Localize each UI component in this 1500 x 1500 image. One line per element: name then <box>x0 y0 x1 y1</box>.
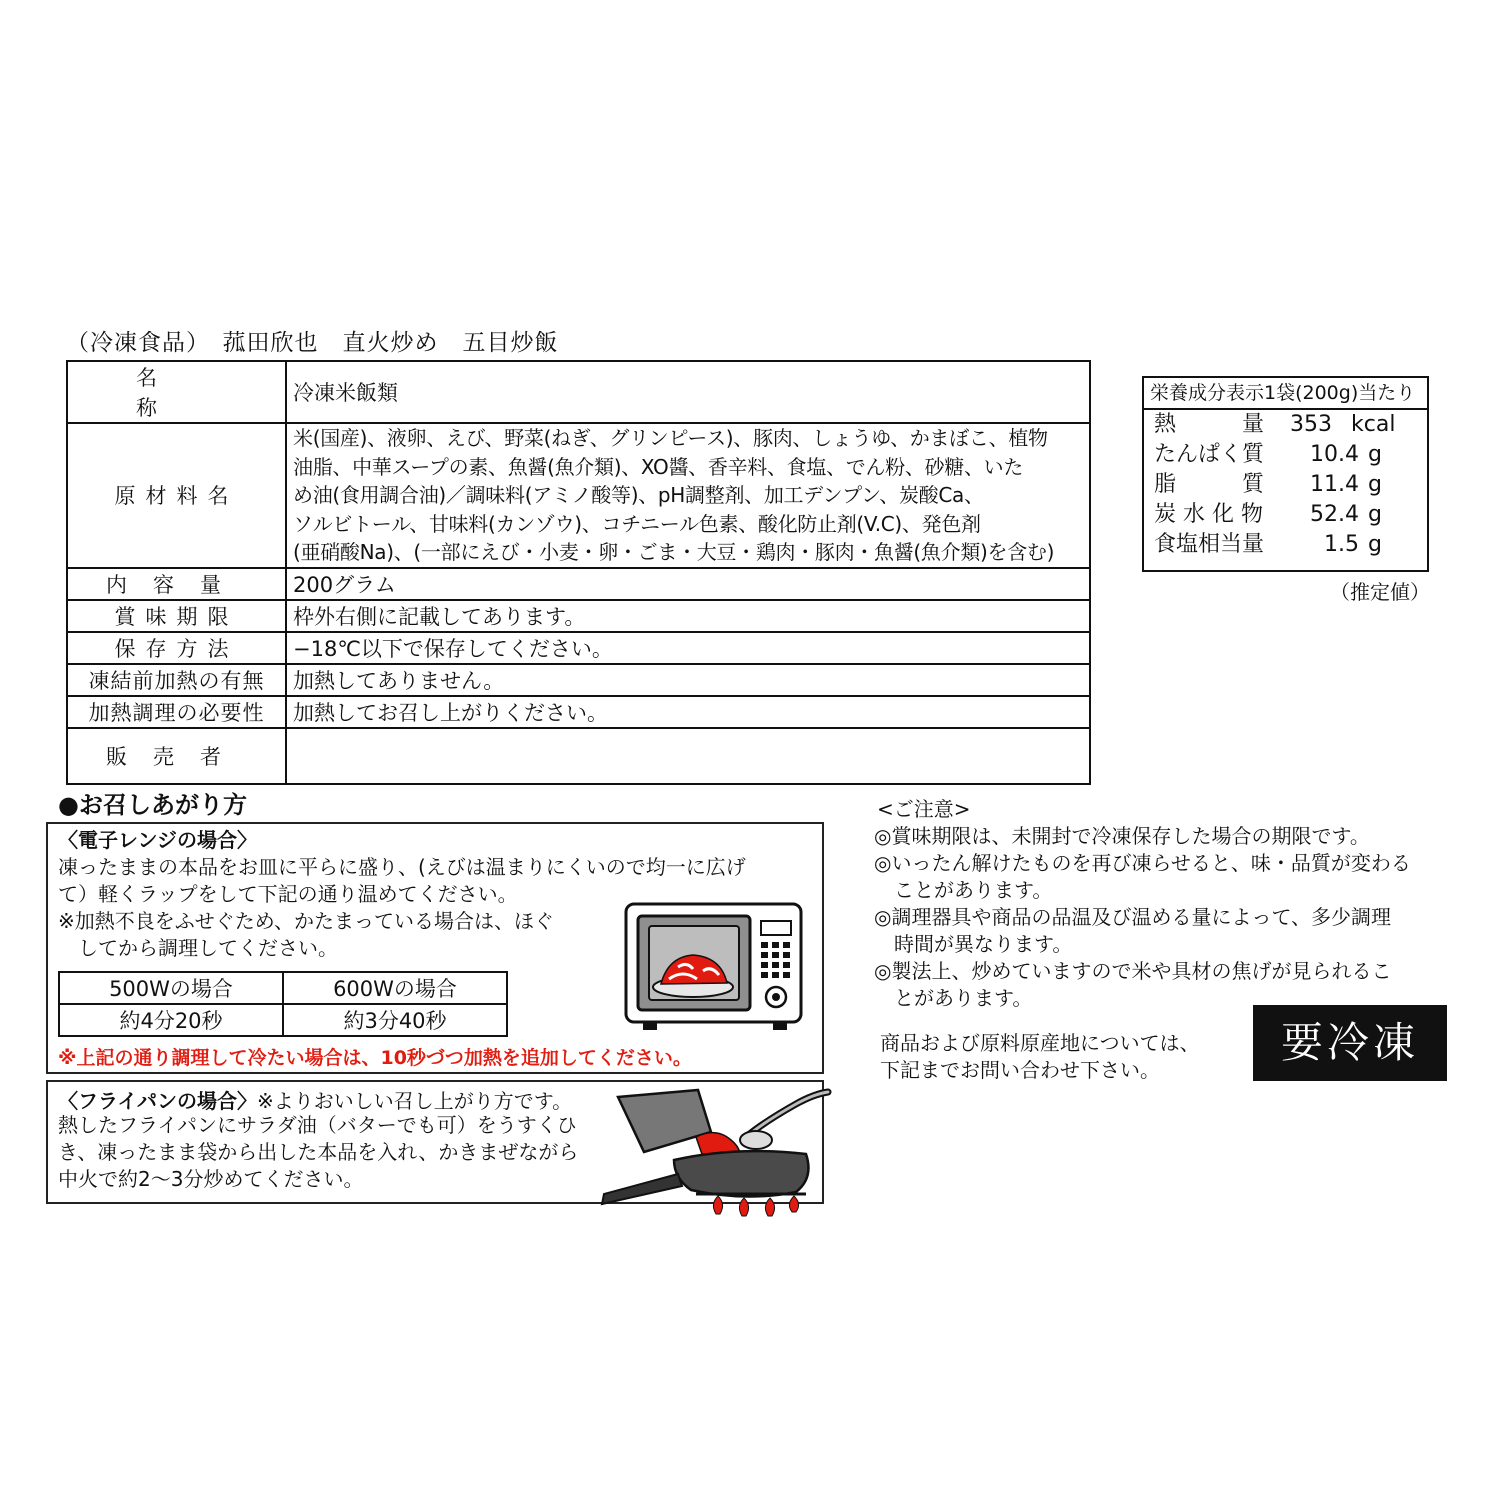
label-row-heating-required <box>67 696 1090 728</box>
nutrition-note: （推定値） <box>1330 580 1430 604</box>
nutrient-unit: g <box>1368 472 1382 497</box>
caution-line: 時間が異なります。 <box>874 932 1073 956</box>
label-value: 枠外右側に記載してあります。 <box>286 600 1090 632</box>
fryingpan-line: き、凍ったまま袋から出した本品を入れ、かきまぜながら <box>58 1140 579 1164</box>
keep-frozen-badge: 要冷凍 <box>1253 1005 1447 1081</box>
microwave-line: 凍ったままの本品をお皿に平らに盛り、(えびは温まりにくいので均一に広げ <box>58 855 746 879</box>
microwave-line: してから調理してください。 <box>58 936 338 960</box>
caution-line: とがあります。 <box>874 986 1033 1010</box>
nutrient-unit: kcal <box>1351 412 1396 437</box>
label-value: 加熱してありません。 <box>286 664 1090 696</box>
nutrient-unit: g <box>1368 502 1382 527</box>
label-key: 内容量 <box>67 568 286 600</box>
label-row-name <box>67 361 1090 423</box>
label-row-preheated <box>67 664 1090 696</box>
ingredients-text: 米(国産)、液卵、えび、野菜(ねぎ、グリンピース)、豚肉、しょうゆ、かまぼこ、植物 油脂、中華スープの素、魚醤(魚介類)、XO醬、香辛料、食塩、でん粉、砂糖、いた め油(食用調合油)／調味料(アミノ酸等)、pH調整剤、加工デンプン、炭酸Ca、 ソルビトール、甘味料(カンゾウ)、コチニール色素、酸化防止剤(V.C)、発色剤 (亜硝酸Na)、(一部にえび・小麦・卵・ごま・大豆・鶏肉・豚肉・魚醤(魚介類)を含む) <box>286 423 1090 568</box>
wattage-600-time: 約3分40秒 <box>283 1004 507 1036</box>
label-row-storage <box>67 632 1090 664</box>
nutrition-header: 栄養成分表示1袋(200g)当たり <box>1144 378 1427 410</box>
nutrient-name: 食塩相当量 <box>1154 532 1265 557</box>
nutrient-name: 熱 量 <box>1154 412 1265 437</box>
label-key: 凍結前加熱の有無 <box>67 664 286 696</box>
wattage-600-header: 600Wの場合 <box>283 972 507 1004</box>
label-key: 保存方法 <box>67 632 286 664</box>
nutrient-value: 353 <box>1290 412 1332 437</box>
label-value: 加熱してお召し上がりください。 <box>286 696 1090 728</box>
nutrient-value: 10.4 <box>1310 442 1359 467</box>
label-value: 冷凍米飯類 <box>286 361 1090 423</box>
frying-pan-illustration <box>596 1082 846 1220</box>
microwave-line: ※加熱不良をふせぐため、かたまっている場合は、ほぐ <box>58 909 554 933</box>
nutrient-name: 炭 水 化 物 <box>1154 502 1263 527</box>
nutrient-name: たんぱく質 <box>1154 442 1265 467</box>
fryingpan-title: 〈フライパンの場合〉 <box>58 1089 257 1113</box>
nutrition-row-salt <box>1144 530 1427 560</box>
label-key: 販売者 <box>67 728 286 784</box>
nutrition-facts-box <box>1142 376 1429 572</box>
origin-inquiry-line: 商品および原料原産地については、 <box>880 1031 1200 1055</box>
wattage-time-row <box>59 1004 507 1036</box>
wattage-header-row <box>59 972 507 1004</box>
caution-line: ◎調理器具や商品の品温及び温める量によって、多少調理 <box>874 905 1392 929</box>
nutrition-row-energy <box>1144 410 1427 440</box>
microwave-illustration <box>623 899 808 1034</box>
nutrient-value: 1.5 <box>1324 532 1359 557</box>
microwave-instructions <box>46 822 824 1074</box>
label-key: 原材料名 <box>67 423 286 568</box>
nutrition-row-fat <box>1144 470 1427 500</box>
nutrient-unit: g <box>1368 532 1382 557</box>
label-row-volume <box>67 568 1090 600</box>
microwave-title: 〈電子レンジの場合〉 <box>58 828 257 852</box>
label-value: 200グラム <box>286 568 1090 600</box>
origin-inquiry-line: 下記までお問い合わせ下さい。 <box>880 1058 1160 1082</box>
microwave-line: て）軽くラップをして下記の通り温めてください。 <box>58 882 518 906</box>
fryingpan-line: 中火で約2〜3分炒めてください。 <box>58 1167 364 1191</box>
reheat-warning: ※上記の通り調理して冷たい場合は、10秒づつ加熱を追加してください。 <box>58 1047 692 1069</box>
food-label-table <box>66 360 1091 785</box>
label-row-ingredients <box>67 423 1090 568</box>
wattage-500-time: 約4分20秒 <box>59 1004 283 1036</box>
caution-line: ◎いったん解けたものを再び凍らせると、味・品質が変わる <box>874 851 1411 875</box>
nutrient-value: 11.4 <box>1310 472 1359 497</box>
label-value <box>286 728 1090 784</box>
label-key: 名 称 <box>67 361 286 423</box>
caution-line: ◎製法上、炒めていますので米や具材の焦げが見られるこ <box>874 959 1392 983</box>
nutrient-unit: g <box>1368 442 1382 467</box>
label-row-seller <box>67 728 1090 784</box>
nutrient-value: 52.4 <box>1310 502 1359 527</box>
nutrient-name: 脂 質 <box>1154 472 1265 497</box>
caution-title: <ご注意> <box>877 797 971 821</box>
nutrition-row-carbohydrate <box>1144 500 1427 530</box>
fryingpan-title-line <box>58 1085 572 1114</box>
wattage-500-header: 500Wの場合 <box>59 972 283 1004</box>
label-row-best-before <box>67 600 1090 632</box>
fryingpan-subtitle: ※よりおいしい召し上がり方です。 <box>257 1089 573 1113</box>
label-key: 賞味期限 <box>67 600 286 632</box>
wattage-time-table <box>58 971 508 1037</box>
nutrition-row-protein <box>1144 440 1427 470</box>
caution-line: ことがあります。 <box>874 878 1053 902</box>
fryingpan-line: 熱したフライパンにサラダ油（バターでも可）をうすくひ <box>58 1113 577 1137</box>
caution-line: ◎賞味期限は、未開封で冷凍保存した場合の期限です。 <box>874 824 1370 848</box>
label-key: 加熱調理の必要性 <box>67 696 286 728</box>
label-value: −18℃以下で保存してください。 <box>286 632 1090 664</box>
howto-heading: ●お召しあがり方 <box>58 791 247 819</box>
product-title: （冷凍食品） 菰田欣也 直火炒め 五目炒飯 <box>66 330 559 356</box>
